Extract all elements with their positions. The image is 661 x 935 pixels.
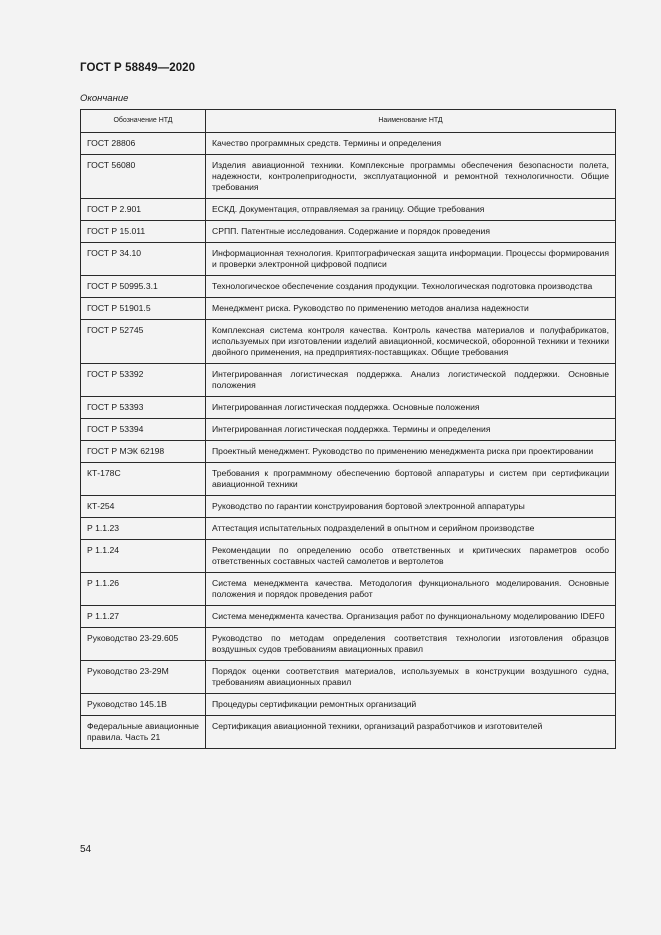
table-row — [81, 518, 616, 540]
table-row — [81, 320, 616, 364]
column-header-name: Наименование НТД — [206, 110, 616, 133]
ntd-code-cell: ГОСТ Р 52745 — [81, 320, 206, 364]
ntd-name-cell: Качество программных средств. Термины и определения — [206, 133, 616, 155]
ntd-code-cell: ГОСТ Р 2.901 — [81, 199, 206, 221]
document-title: ГОСТ Р 58849—2020 — [80, 62, 196, 74]
ntd-name-cell: Система менеджмента качества. Методология функционального моделирования. Основные положения и порядок проведения работ — [206, 573, 616, 606]
table-row — [81, 155, 616, 199]
page-number: 54 — [80, 844, 92, 855]
ntd-name-cell: Руководство по методам определения соответствия технологии изготовления образцов воздушных судов требованиям авиационных правил — [206, 628, 616, 661]
ntd-code-cell: ГОСТ 56080 — [81, 155, 206, 199]
ntd-name-cell: Требования к программному обеспечению бортовой аппаратуры и систем при сертификации авиационной техники — [206, 463, 616, 496]
ntd-code-cell: ГОСТ 28806 — [81, 133, 206, 155]
ntd-name-cell: Интегрированная логистическая поддержка. Основные положения — [206, 397, 616, 419]
ntd-name-cell: Технологическое обеспечение создания продукции. Технологическая подготовка производства — [206, 276, 616, 298]
ntd-code-cell: ГОСТ Р 50995.3.1 — [81, 276, 206, 298]
table-row — [81, 496, 616, 518]
ntd-code-cell: Руководство 23-29М — [81, 661, 206, 694]
table-row — [81, 276, 616, 298]
table-row — [81, 221, 616, 243]
ntd-name-cell: Аттестация испытательных подразделений в опытном и серийном производстве — [206, 518, 616, 540]
ntd-code-cell: КТ-254 — [81, 496, 206, 518]
ntd-name-cell: Сертификация авиационной техники, организаций разработчиков и изготовителей — [206, 716, 616, 749]
ntd-name-cell: Комплексная система контроля качества. Контроль качества материалов и полуфабрикатов, используемых при изготовлении изделий авиационной, космической, оборонной техники и техники двойного применения, на предприятиях-поставщиках. Общие требования — [206, 320, 616, 364]
ntd-name-cell: ЕСКД. Документация, отправляемая за границу. Общие требования — [206, 199, 616, 221]
table-row — [81, 540, 616, 573]
column-header-code: Обозначение НТД — [81, 110, 206, 133]
table-row — [81, 397, 616, 419]
ntd-code-cell: ГОСТ Р 53393 — [81, 397, 206, 419]
table-row — [81, 573, 616, 606]
ntd-code-cell: ГОСТ Р 34.10 — [81, 243, 206, 276]
ntd-code-cell: Р 1.1.26 — [81, 573, 206, 606]
ntd-code-cell: ГОСТ Р 51901.5 — [81, 298, 206, 320]
table-row — [81, 463, 616, 496]
ntd-name-cell: Интегрированная логистическая поддержка. Термины и определения — [206, 419, 616, 441]
ntd-name-cell: Процедуры сертификации ремонтных организаций — [206, 694, 616, 716]
table-row — [81, 364, 616, 397]
ntd-code-cell: Федеральные авиационные правила. Часть 21 — [81, 716, 206, 749]
ntd-code-cell: ГОСТ Р МЭК 62198 — [81, 441, 206, 463]
table-row — [81, 661, 616, 694]
ntd-table — [80, 109, 616, 749]
table-row — [81, 298, 616, 320]
ntd-name-cell: Интегрированная логистическая поддержка. Анализ логистической поддержки. Основные положения — [206, 364, 616, 397]
ntd-name-cell: Система менеджмента качества. Организация работ по функциональному моделированию IDEF0 — [206, 606, 616, 628]
ntd-code-cell: Р 1.1.23 — [81, 518, 206, 540]
ntd-name-cell: СРПП. Патентные исследования. Содержание и порядок проведения — [206, 221, 616, 243]
ntd-name-cell: Изделия авиационной техники. Комплексные программы обеспечения безопасности полета, надежности, контролепригодности, эксплуатационной и ремонтной технологичности. Общие требования — [206, 155, 616, 199]
ntd-name-cell: Менеджмент риска. Руководство по применению методов анализа надежности — [206, 298, 616, 320]
table-row — [81, 199, 616, 221]
table-row — [81, 694, 616, 716]
table-row — [81, 419, 616, 441]
table-row — [81, 243, 616, 276]
ntd-name-cell: Порядок оценки соответствия материалов, используемых в конструкции воздушного судна, требованиям авиационных правил — [206, 661, 616, 694]
table-row — [81, 606, 616, 628]
ntd-code-cell: Руководство 145.1В — [81, 694, 206, 716]
ntd-code-cell: ГОСТ Р 15.011 — [81, 221, 206, 243]
ntd-code-cell: ГОСТ Р 53392 — [81, 364, 206, 397]
table-header-row — [81, 110, 616, 133]
ntd-code-cell: ГОСТ Р 53394 — [81, 419, 206, 441]
ntd-name-cell: Руководство по гарантии конструирования бортовой электронной аппаратуры — [206, 496, 616, 518]
continuation-label: Окончание — [80, 93, 129, 104]
table-row — [81, 628, 616, 661]
ntd-name-cell: Информационная технология. Криптографическая защита информации. Процессы формирования и проверки электронной цифровой подписи — [206, 243, 616, 276]
ntd-code-cell: Р 1.1.24 — [81, 540, 206, 573]
ntd-code-cell: Руководство 23-29.605 — [81, 628, 206, 661]
table-row — [81, 441, 616, 463]
ntd-name-cell: Рекомендации по определению особо ответственных и критических параметров особо ответственных составных частей самолетов и вертолетов — [206, 540, 616, 573]
ntd-name-cell: Проектный менеджмент. Руководство по применению менеджмента риска при проектировании — [206, 441, 616, 463]
table-row — [81, 133, 616, 155]
ntd-code-cell: КТ-178С — [81, 463, 206, 496]
table-row — [81, 716, 616, 749]
ntd-code-cell: Р 1.1.27 — [81, 606, 206, 628]
